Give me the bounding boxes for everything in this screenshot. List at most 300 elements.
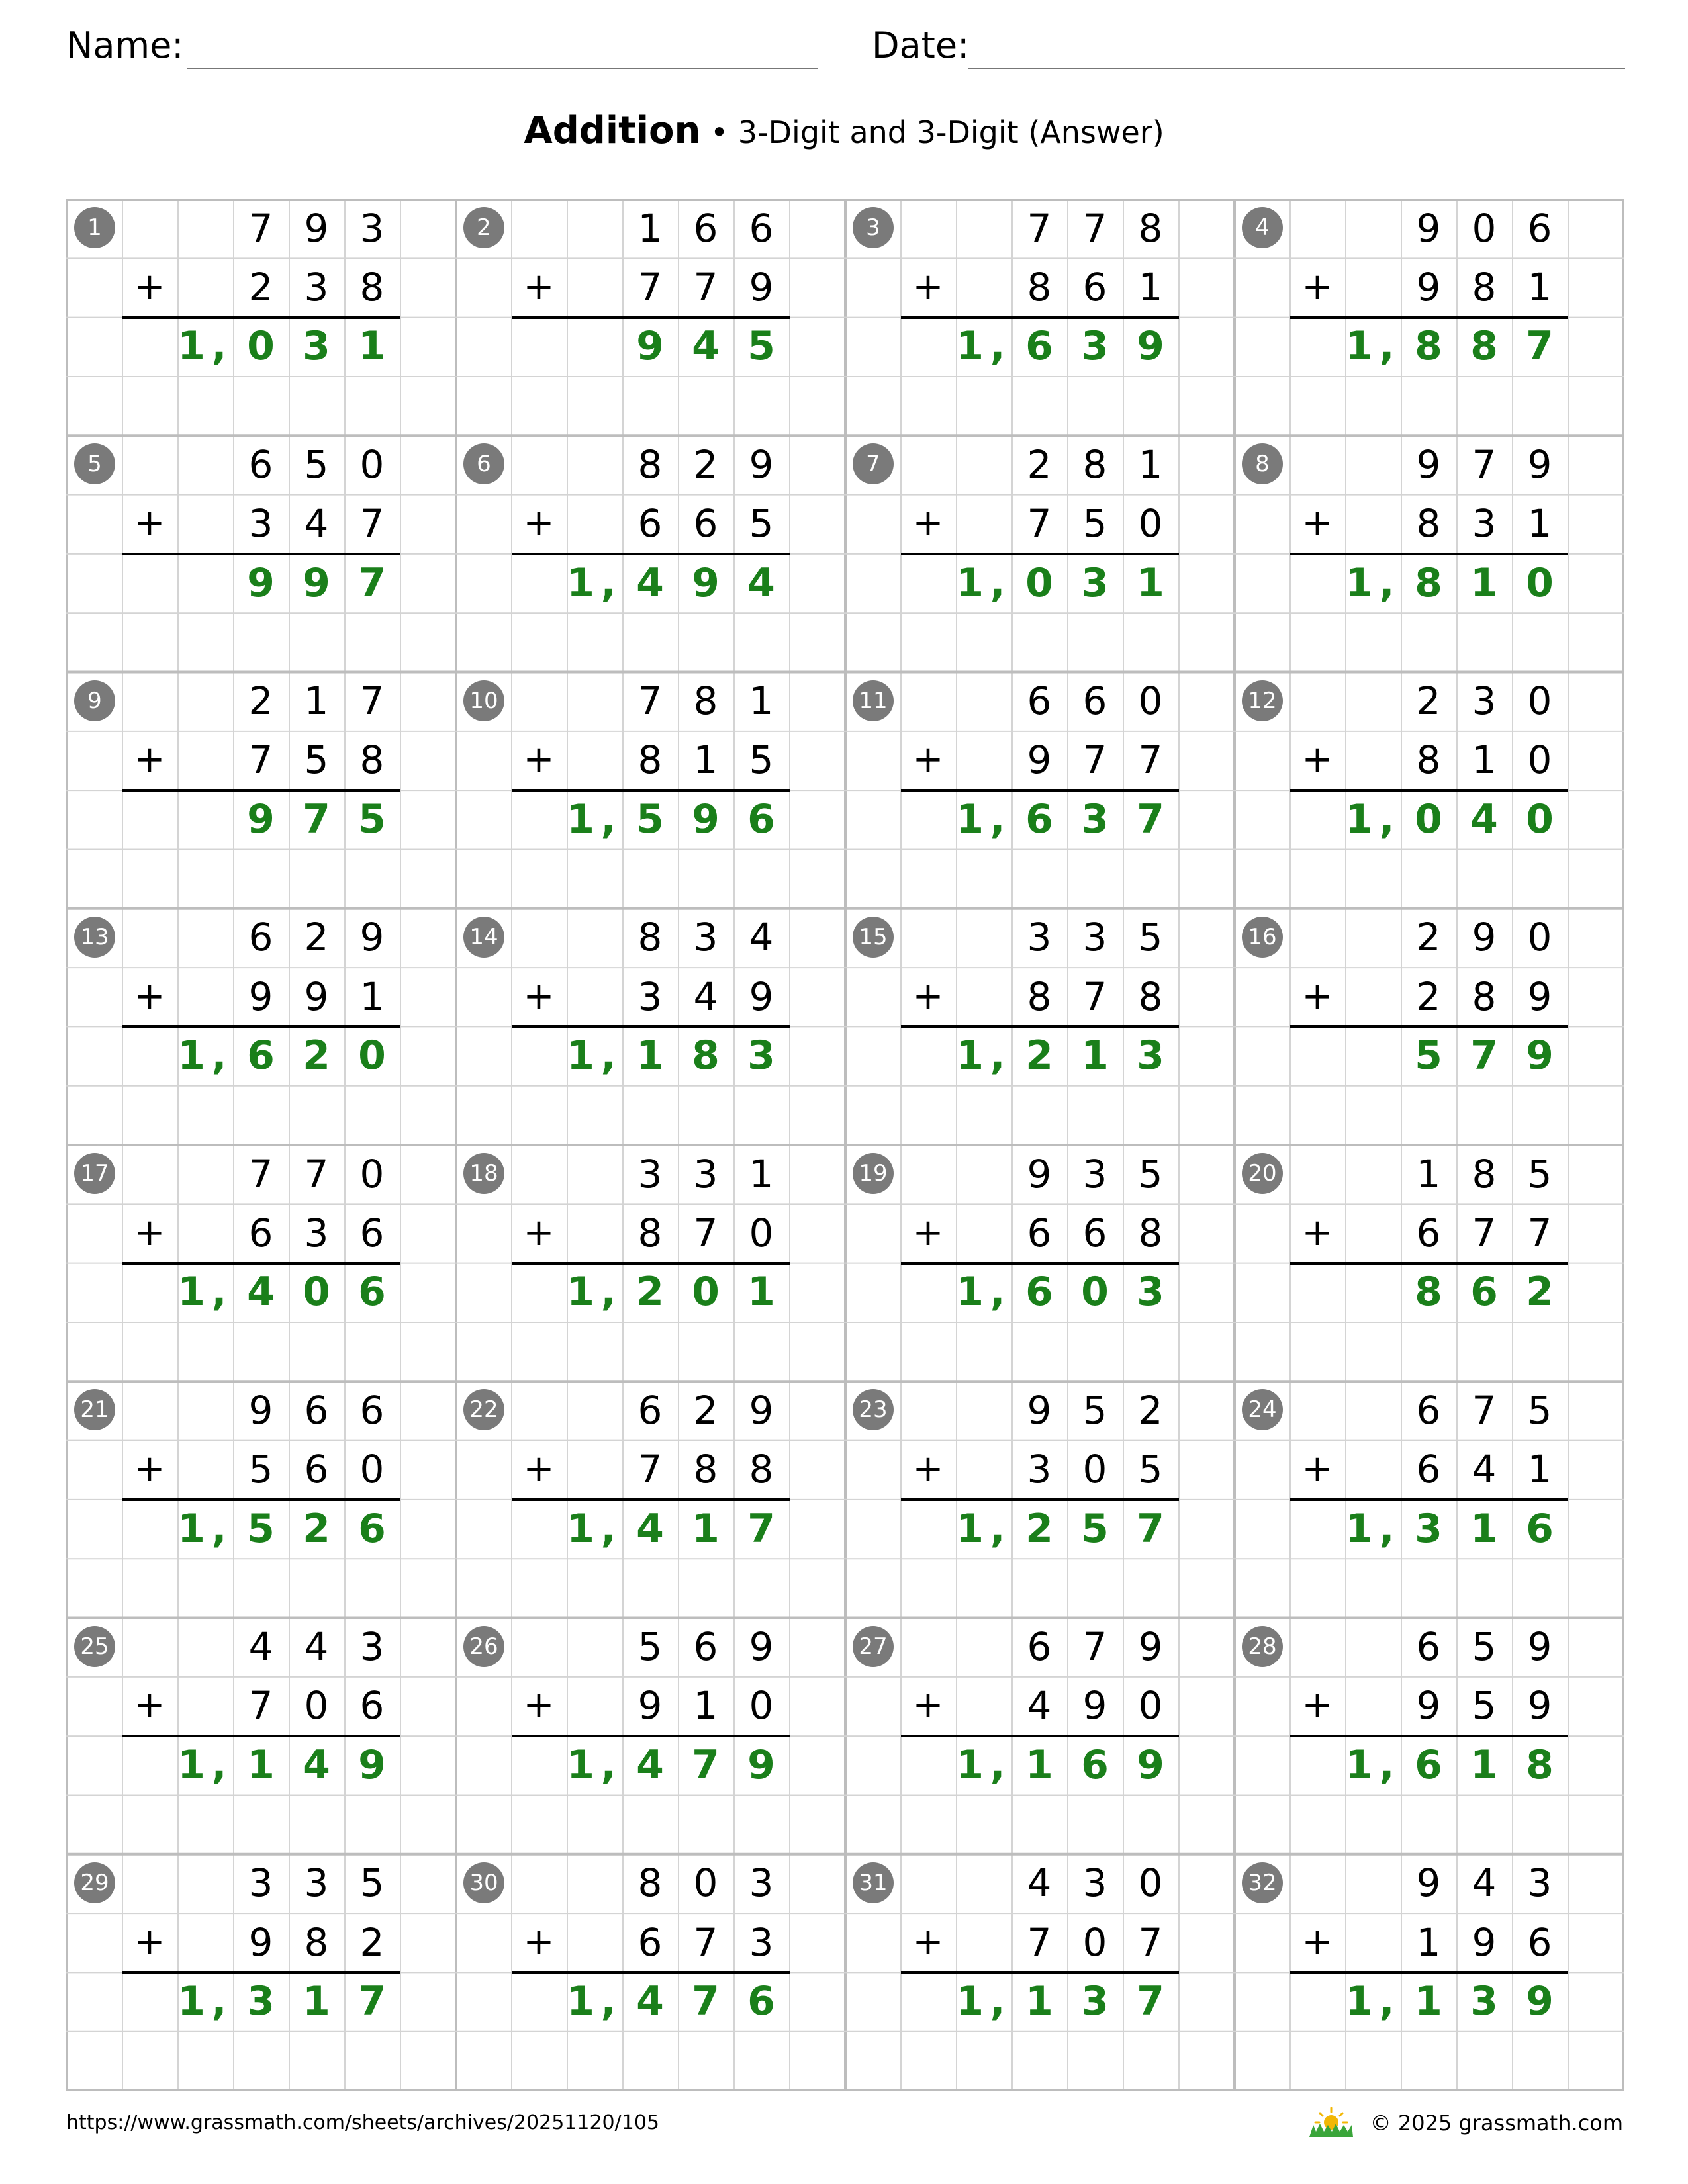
answer-digit: 2 bbox=[1025, 1505, 1053, 1552]
addend-digit: 9 bbox=[1416, 205, 1441, 251]
answer-digit: 1 bbox=[1345, 323, 1373, 370]
addend-digit: 6 bbox=[1527, 1919, 1552, 1965]
addend-digit: 5 bbox=[248, 1447, 273, 1492]
plus-sign: + bbox=[1301, 738, 1333, 782]
addend-digit: 1 bbox=[1416, 1151, 1441, 1197]
answer-digit: 1 bbox=[692, 1505, 720, 1552]
addend-digit: 2 bbox=[304, 915, 329, 960]
addend-digit: 6 bbox=[359, 1387, 385, 1433]
answer-digit: 4 bbox=[692, 323, 720, 370]
answer-digit: 0 bbox=[1526, 559, 1554, 606]
addend-digit: 7 bbox=[1472, 441, 1497, 487]
plus-sign: + bbox=[523, 1684, 555, 1727]
answer-digit: 9 bbox=[692, 796, 720, 842]
addend-digit: 0 bbox=[1527, 737, 1552, 783]
addend-digit: 6 bbox=[1027, 1210, 1052, 1255]
answer-digit: 0 bbox=[692, 1269, 720, 1316]
plus-sign: + bbox=[134, 1447, 165, 1491]
problem-number-badge: 3 bbox=[853, 207, 894, 248]
addend-digit: 0 bbox=[749, 1683, 774, 1729]
problem-number-badge: 6 bbox=[463, 443, 504, 484]
addend-digit: 2 bbox=[1416, 678, 1441, 724]
addend-digit: 9 bbox=[304, 974, 329, 1019]
answer-digit: 6 bbox=[358, 1505, 386, 1552]
addend-digit: 9 bbox=[1416, 264, 1441, 310]
addend-digit: 9 bbox=[749, 1624, 774, 1670]
problem-number-badge: 10 bbox=[463, 680, 504, 721]
answer-comma: , bbox=[990, 323, 1006, 370]
addend-digit: 4 bbox=[749, 915, 774, 960]
addend-digit: 1 bbox=[749, 678, 774, 724]
problem-number-badge: 23 bbox=[853, 1389, 894, 1430]
problem-number-badge: 16 bbox=[1242, 917, 1283, 958]
addend-digit: 5 bbox=[359, 1860, 385, 1906]
addend-digit: 4 bbox=[304, 501, 329, 547]
addend-digit: 1 bbox=[1138, 264, 1163, 310]
addend-digit: 6 bbox=[1027, 1624, 1052, 1670]
addend-digit: 8 bbox=[304, 1919, 329, 1965]
addend-digit: 6 bbox=[1082, 678, 1107, 724]
answer-digit: 1 bbox=[303, 1978, 330, 2025]
problem-number-badge: 17 bbox=[74, 1153, 115, 1194]
answer-digit: 8 bbox=[1415, 323, 1442, 370]
answer-digit: 1 bbox=[956, 323, 984, 370]
addend-digit: 9 bbox=[1527, 1624, 1552, 1670]
plus-sign: + bbox=[523, 265, 555, 308]
addend-digit: 8 bbox=[1472, 264, 1497, 310]
problem-number-badge: 12 bbox=[1242, 680, 1283, 721]
answer-digit: 4 bbox=[636, 1741, 664, 1788]
plus-sign: + bbox=[1301, 265, 1333, 308]
answer-digit: 8 bbox=[1415, 1269, 1442, 1316]
plus-sign: + bbox=[912, 1684, 944, 1727]
answer-digit: 1 bbox=[567, 1978, 594, 2025]
answer-digit: 9 bbox=[692, 559, 720, 606]
addend-digit: 3 bbox=[749, 1860, 774, 1906]
addend-digit: 7 bbox=[1082, 737, 1107, 783]
answer-digit: 2 bbox=[1025, 1032, 1053, 1079]
plus-sign: + bbox=[1301, 1447, 1333, 1491]
plus-sign: + bbox=[523, 1920, 555, 1964]
addend-digit: 5 bbox=[1472, 1683, 1497, 1729]
problem-number-badge: 14 bbox=[463, 917, 504, 958]
addend-digit: 7 bbox=[1027, 501, 1052, 547]
addend-digit: 9 bbox=[359, 915, 385, 960]
addend-digit: 9 bbox=[749, 974, 774, 1019]
plus-sign: + bbox=[523, 502, 555, 545]
answer-digit: 6 bbox=[1025, 323, 1053, 370]
addend-digit: 4 bbox=[1027, 1683, 1052, 1729]
addend-digit: 9 bbox=[1527, 1683, 1552, 1729]
answer-comma: , bbox=[990, 1978, 1006, 2025]
problem-number-badge: 21 bbox=[74, 1389, 115, 1430]
addend-digit: 6 bbox=[637, 1387, 663, 1433]
answer-digit: 0 bbox=[1025, 559, 1053, 606]
problem-number-badge: 18 bbox=[463, 1153, 504, 1194]
answer-digit: 1 bbox=[1345, 1505, 1373, 1552]
answer-digit: 5 bbox=[1081, 1505, 1109, 1552]
addend-digit: 4 bbox=[1472, 1860, 1497, 1906]
plus-sign: + bbox=[523, 1210, 555, 1254]
addend-digit: 0 bbox=[1138, 678, 1163, 724]
addend-digit: 2 bbox=[248, 678, 273, 724]
answer-digit: 9 bbox=[747, 1741, 775, 1788]
addend-digit: 9 bbox=[1416, 1860, 1441, 1906]
answer-digit: 1 bbox=[1345, 796, 1373, 842]
answer-digit: 6 bbox=[247, 1032, 275, 1079]
plus-sign: + bbox=[523, 1447, 555, 1491]
answer-digit: 8 bbox=[692, 1032, 720, 1079]
answer-digit: 0 bbox=[1526, 796, 1554, 842]
addend-digit: 7 bbox=[1082, 205, 1107, 251]
answer-digit: 7 bbox=[1526, 323, 1554, 370]
answer-digit: 1 bbox=[177, 1505, 205, 1552]
answer-digit: 2 bbox=[636, 1269, 664, 1316]
addend-digit: 6 bbox=[1416, 1447, 1441, 1492]
addend-digit: 2 bbox=[1416, 974, 1441, 1019]
addend-digit: 8 bbox=[1472, 1151, 1497, 1197]
addend-digit: 8 bbox=[1138, 205, 1163, 251]
addend-digit: 0 bbox=[1527, 915, 1552, 960]
answer-digit: 1 bbox=[956, 1741, 984, 1788]
answer-digit: 3 bbox=[1415, 1505, 1442, 1552]
answer-digit: 1 bbox=[1025, 1741, 1053, 1788]
answer-comma: , bbox=[1379, 1741, 1395, 1788]
addend-digit: 7 bbox=[1472, 1387, 1497, 1433]
addend-digit: 3 bbox=[359, 205, 385, 251]
answer-digit: 7 bbox=[692, 1978, 720, 2025]
addend-digit: 9 bbox=[1027, 1151, 1052, 1197]
plus-sign: + bbox=[134, 1210, 165, 1254]
problem-number-badge: 13 bbox=[74, 917, 115, 958]
addend-digit: 7 bbox=[1027, 1919, 1052, 1965]
answer-digit: 9 bbox=[1137, 323, 1164, 370]
plus-sign: + bbox=[1301, 1920, 1333, 1964]
addend-digit: 0 bbox=[359, 1151, 385, 1197]
problem-number-badge: 25 bbox=[74, 1626, 115, 1667]
problem-number-badge: 2 bbox=[463, 207, 504, 248]
addend-digit: 9 bbox=[749, 264, 774, 310]
addend-digit: 5 bbox=[304, 441, 329, 487]
answer-comma: , bbox=[1379, 1505, 1395, 1552]
answer-digit: 9 bbox=[358, 1741, 386, 1788]
addend-digit: 9 bbox=[1416, 1683, 1441, 1729]
addend-digit: 3 bbox=[304, 264, 329, 310]
addend-digit: 9 bbox=[1527, 974, 1552, 1019]
addend-digit: 9 bbox=[749, 1387, 774, 1433]
answer-digit: 2 bbox=[303, 1032, 330, 1079]
answer-comma: , bbox=[1379, 1978, 1395, 2025]
addend-digit: 6 bbox=[637, 1919, 663, 1965]
addend-digit: 8 bbox=[1138, 974, 1163, 1019]
addend-digit: 7 bbox=[1527, 1210, 1552, 1255]
plus-sign: + bbox=[523, 974, 555, 1018]
date-label: Date: bbox=[872, 24, 970, 66]
addend-digit: 6 bbox=[1416, 1210, 1441, 1255]
addend-digit: 5 bbox=[1138, 1151, 1163, 1197]
addend-digit: 9 bbox=[304, 205, 329, 251]
answer-comma: , bbox=[990, 1741, 1006, 1788]
problem-number-badge: 26 bbox=[463, 1626, 504, 1667]
answer-comma: , bbox=[211, 1032, 227, 1079]
answer-comma: , bbox=[600, 1741, 616, 1788]
addend-digit: 5 bbox=[304, 737, 329, 783]
answer-comma: , bbox=[600, 796, 616, 842]
addend-digit: 9 bbox=[248, 974, 273, 1019]
answer-digit: 1 bbox=[1470, 1741, 1498, 1788]
answer-digit: 1 bbox=[177, 1032, 205, 1079]
addend-digit: 8 bbox=[1472, 974, 1497, 1019]
answer-digit: 3 bbox=[1081, 323, 1109, 370]
addend-digit: 9 bbox=[1472, 915, 1497, 960]
answer-digit: 5 bbox=[247, 1505, 275, 1552]
answer-digit: 6 bbox=[1081, 1741, 1109, 1788]
addend-digit: 2 bbox=[1416, 915, 1441, 960]
problem-number-badge: 1 bbox=[74, 207, 115, 248]
addend-digit: 7 bbox=[359, 678, 385, 724]
answer-digit: 7 bbox=[358, 1978, 386, 2025]
answer-digit: 9 bbox=[636, 323, 664, 370]
plus-sign: + bbox=[134, 1920, 165, 1964]
addend-digit: 3 bbox=[637, 974, 663, 1019]
addend-digit: 5 bbox=[1082, 1387, 1107, 1433]
addend-digit: 2 bbox=[1138, 1387, 1163, 1433]
answer-digit: 5 bbox=[747, 323, 775, 370]
date-write-line bbox=[968, 68, 1625, 69]
problem-number-badge: 11 bbox=[853, 680, 894, 721]
addend-digit: 6 bbox=[1082, 1210, 1107, 1255]
answer-digit: 1 bbox=[1345, 559, 1373, 606]
addend-digit: 7 bbox=[1472, 1210, 1497, 1255]
plus-sign: + bbox=[134, 265, 165, 308]
addend-digit: 7 bbox=[248, 1151, 273, 1197]
addend-digit: 1 bbox=[693, 1683, 718, 1729]
addend-digit: 9 bbox=[1138, 1624, 1163, 1670]
answer-digit: 8 bbox=[1470, 323, 1498, 370]
answer-digit: 0 bbox=[358, 1032, 386, 1079]
addend-digit: 8 bbox=[1027, 974, 1052, 1019]
plus-sign: + bbox=[912, 1920, 944, 1964]
answer-comma: , bbox=[600, 1505, 616, 1552]
answer-digit: 1 bbox=[1470, 559, 1498, 606]
answer-digit: 9 bbox=[303, 559, 330, 606]
addend-digit: 5 bbox=[1138, 915, 1163, 960]
name-label: Name: bbox=[66, 24, 184, 66]
addend-digit: 5 bbox=[1138, 1447, 1163, 1492]
addend-digit: 6 bbox=[1527, 205, 1552, 251]
answer-digit: 1 bbox=[567, 1505, 594, 1552]
addend-digit: 1 bbox=[1472, 737, 1497, 783]
addend-digit: 2 bbox=[693, 1387, 718, 1433]
answer-digit: 1 bbox=[1415, 1978, 1442, 2025]
addend-digit: 5 bbox=[1082, 501, 1107, 547]
addend-digit: 7 bbox=[637, 678, 663, 724]
answer-digit: 1 bbox=[567, 1269, 594, 1316]
answer-digit: 4 bbox=[247, 1269, 275, 1316]
addend-digit: 8 bbox=[359, 264, 385, 310]
addend-digit: 8 bbox=[1027, 264, 1052, 310]
addend-digit: 9 bbox=[1027, 1387, 1052, 1433]
addend-digit: 1 bbox=[693, 737, 718, 783]
answer-digit: 9 bbox=[247, 559, 275, 606]
answer-comma: , bbox=[990, 1032, 1006, 1079]
answer-comma: , bbox=[1379, 323, 1395, 370]
answer-digit: 1 bbox=[636, 1032, 664, 1079]
addend-digit: 4 bbox=[248, 1624, 273, 1670]
addend-digit: 3 bbox=[359, 1624, 385, 1670]
addend-digit: 3 bbox=[1472, 678, 1497, 724]
answer-digit: 1 bbox=[177, 1269, 205, 1316]
addend-digit: 7 bbox=[637, 264, 663, 310]
addend-digit: 6 bbox=[1082, 264, 1107, 310]
answer-digit: 6 bbox=[1415, 1741, 1442, 1788]
answer-digit: 0 bbox=[303, 1269, 330, 1316]
addend-digit: 6 bbox=[637, 501, 663, 547]
answer-digit: 2 bbox=[1526, 1269, 1554, 1316]
answer-digit: 6 bbox=[1526, 1505, 1554, 1552]
addend-digit: 3 bbox=[1527, 1860, 1552, 1906]
addend-digit: 5 bbox=[749, 501, 774, 547]
answer-digit: 9 bbox=[1526, 1032, 1554, 1079]
answer-comma: , bbox=[990, 796, 1006, 842]
addend-digit: 8 bbox=[637, 737, 663, 783]
answer-comma: , bbox=[211, 1505, 227, 1552]
addend-digit: 7 bbox=[248, 737, 273, 783]
answer-digit: 3 bbox=[303, 323, 330, 370]
answer-digit: 1 bbox=[567, 1032, 594, 1079]
addend-digit: 1 bbox=[637, 205, 663, 251]
addend-digit: 1 bbox=[1527, 1447, 1552, 1492]
addend-digit: 7 bbox=[304, 1151, 329, 1197]
answer-comma: , bbox=[600, 559, 616, 606]
addend-digit: 2 bbox=[693, 441, 718, 487]
answer-digit: 7 bbox=[1137, 796, 1164, 842]
answer-digit: 1 bbox=[247, 1741, 275, 1788]
addend-digit: 7 bbox=[637, 1447, 663, 1492]
answer-digit: 0 bbox=[1415, 796, 1442, 842]
answer-digit: 1 bbox=[956, 796, 984, 842]
problem-grid bbox=[66, 199, 1623, 2090]
addend-digit: 3 bbox=[637, 1151, 663, 1197]
addend-digit: 0 bbox=[1472, 205, 1497, 251]
answer-digit: 3 bbox=[247, 1978, 275, 2025]
addend-digit: 2 bbox=[248, 264, 273, 310]
addend-digit: 6 bbox=[359, 1683, 385, 1729]
addend-digit: 3 bbox=[248, 501, 273, 547]
addend-digit: 6 bbox=[1027, 678, 1052, 724]
addend-digit: 7 bbox=[1027, 205, 1052, 251]
addend-digit: 0 bbox=[359, 441, 385, 487]
addend-digit: 8 bbox=[637, 1210, 663, 1255]
addend-digit: 6 bbox=[248, 441, 273, 487]
answer-digit: 7 bbox=[1137, 1978, 1164, 2025]
answer-digit: 1 bbox=[358, 323, 386, 370]
addend-digit: 0 bbox=[1138, 501, 1163, 547]
plus-sign: + bbox=[912, 738, 944, 782]
addend-digit: 7 bbox=[359, 501, 385, 547]
addend-digit: 9 bbox=[1527, 441, 1552, 487]
answer-digit: 2 bbox=[303, 1505, 330, 1552]
addend-digit: 3 bbox=[1082, 1151, 1107, 1197]
answer-digit: 7 bbox=[1470, 1032, 1498, 1079]
answer-digit: 3 bbox=[1081, 1978, 1109, 2025]
answer-digit: 0 bbox=[247, 323, 275, 370]
addend-digit: 4 bbox=[693, 974, 718, 1019]
answer-digit: 4 bbox=[747, 559, 775, 606]
addend-digit: 9 bbox=[1082, 1683, 1107, 1729]
addend-digit: 7 bbox=[1138, 737, 1163, 783]
addend-digit: 7 bbox=[693, 264, 718, 310]
answer-comma: , bbox=[211, 323, 227, 370]
answer-digit: 5 bbox=[1415, 1032, 1442, 1079]
plus-sign: + bbox=[912, 974, 944, 1018]
problem-number-badge: 4 bbox=[1242, 207, 1283, 248]
addend-digit: 3 bbox=[693, 1151, 718, 1197]
addend-digit: 1 bbox=[1138, 441, 1163, 487]
plus-sign: + bbox=[1301, 1210, 1333, 1254]
answer-digit: 0 bbox=[1081, 1269, 1109, 1316]
addend-digit: 0 bbox=[749, 1210, 774, 1255]
addend-digit: 3 bbox=[693, 915, 718, 960]
plus-sign: + bbox=[1301, 974, 1333, 1018]
addend-digit: 5 bbox=[1472, 1624, 1497, 1670]
answer-digit: 1 bbox=[1137, 559, 1164, 606]
addend-digit: 1 bbox=[749, 1151, 774, 1197]
problem-number-badge: 20 bbox=[1242, 1153, 1283, 1194]
answer-digit: 3 bbox=[747, 1032, 775, 1079]
worksheet-title bbox=[0, 105, 1688, 166]
answer-comma: , bbox=[990, 1269, 1006, 1316]
answer-digit: 1 bbox=[956, 559, 984, 606]
answer-comma: , bbox=[990, 559, 1006, 606]
addend-digit: 5 bbox=[1527, 1387, 1552, 1433]
addend-digit: 2 bbox=[359, 1919, 385, 1965]
addend-digit: 8 bbox=[749, 1447, 774, 1492]
answer-digit: 4 bbox=[1470, 796, 1498, 842]
answer-digit: 7 bbox=[303, 796, 330, 842]
answer-digit: 3 bbox=[1081, 796, 1109, 842]
addend-digit: 1 bbox=[1416, 1919, 1441, 1965]
addend-digit: 8 bbox=[637, 441, 663, 487]
answer-comma: , bbox=[211, 1978, 227, 2025]
answer-digit: 1 bbox=[177, 1978, 205, 2025]
addend-digit: 8 bbox=[637, 1860, 663, 1906]
answer-digit: 1 bbox=[567, 796, 594, 842]
answer-digit: 1 bbox=[956, 1978, 984, 2025]
problem-number-badge: 8 bbox=[1242, 443, 1283, 484]
answer-digit: 4 bbox=[636, 1978, 664, 2025]
answer-digit: 1 bbox=[956, 1269, 984, 1316]
footer-url: https://www.grassmath.com/sheets/archives/20251120/105 bbox=[66, 2111, 660, 2134]
problem-number-badge: 28 bbox=[1242, 1626, 1283, 1667]
addend-digit: 1 bbox=[359, 974, 385, 1019]
addend-digit: 0 bbox=[1138, 1683, 1163, 1729]
addend-digit: 0 bbox=[1082, 1919, 1107, 1965]
answer-digit: 1 bbox=[1345, 1741, 1373, 1788]
title-subtitle: • 3-Digit and 3-Digit (Answer) bbox=[700, 114, 1164, 150]
addend-digit: 0 bbox=[1138, 1860, 1163, 1906]
addend-digit: 7 bbox=[248, 1683, 273, 1729]
answer-digit: 1 bbox=[177, 1741, 205, 1788]
problem-number-badge: 22 bbox=[463, 1389, 504, 1430]
addend-digit: 0 bbox=[693, 1860, 718, 1906]
addend-digit: 8 bbox=[1082, 441, 1107, 487]
answer-digit: 3 bbox=[1137, 1032, 1164, 1079]
addend-digit: 2 bbox=[1027, 441, 1052, 487]
addend-digit: 6 bbox=[693, 501, 718, 547]
addend-digit: 3 bbox=[248, 1860, 273, 1906]
addend-digit: 4 bbox=[1472, 1447, 1497, 1492]
